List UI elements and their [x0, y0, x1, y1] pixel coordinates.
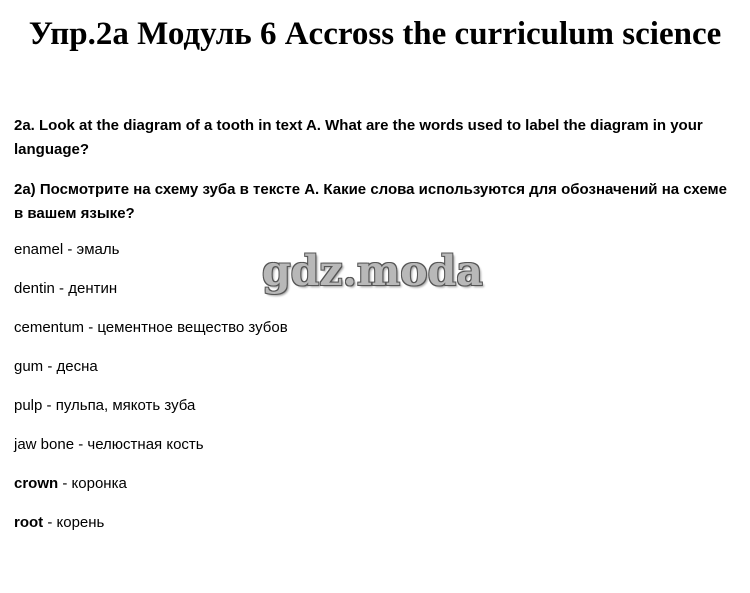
page-title: Упр.2а Модуль 6 Accross the curriculum science	[28, 16, 722, 52]
vocabulary-translation: челюстная кость	[87, 436, 204, 453]
vocabulary-separator: -	[84, 319, 98, 336]
vocabulary-term: jaw bone	[14, 436, 75, 453]
vocabulary-separator: -	[74, 436, 88, 453]
vocabulary-translation: корень	[56, 514, 105, 531]
question-english: 2a. Look at the diagram of a tooth in text A. What are the words used to label the diagram in your language?	[14, 117, 703, 158]
vocabulary-item	[14, 432, 288, 471]
vocabulary-item	[14, 471, 288, 510]
vocabulary-separator: -	[43, 358, 57, 375]
vocabulary-item	[14, 510, 288, 549]
vocabulary-term: crown	[14, 475, 59, 492]
vocabulary-translation: дентин	[68, 280, 118, 297]
vocabulary-term: root	[14, 514, 44, 531]
vocabulary-list	[14, 237, 288, 549]
vocabulary-term: cementum	[14, 319, 85, 336]
vocabulary-separator: -	[42, 397, 56, 414]
vocabulary-term: gum	[14, 358, 44, 375]
vocabulary-item	[14, 237, 288, 276]
watermark-logo: gdz.moda	[262, 247, 483, 295]
question-russian: 2а) Посмотрите на схему зуба в тексте А. Какие слова используются для обозначений на схеме в вашем языке?	[14, 181, 727, 222]
vocabulary-separator: -	[63, 241, 77, 258]
vocabulary-item	[14, 276, 288, 315]
vocabulary-term: pulp	[14, 397, 43, 414]
vocabulary-term: dentin	[14, 280, 55, 297]
vocabulary-translation: эмаль	[76, 241, 120, 258]
vocabulary-separator: -	[54, 280, 69, 297]
vocabulary-term: enamel	[14, 241, 64, 258]
vocabulary-translation: коронка	[71, 475, 127, 492]
vocabulary-translation: пульпа, мякоть зуба	[55, 397, 196, 414]
vocabulary-item	[14, 393, 288, 432]
vocabulary-item	[14, 354, 288, 393]
vocabulary-separator: -	[43, 514, 57, 531]
vocabulary-separator: -	[58, 475, 72, 492]
vocabulary-translation: десна	[56, 358, 98, 375]
vocabulary-translation: цементное вещество зубов	[97, 319, 288, 336]
vocabulary-item	[14, 315, 288, 354]
